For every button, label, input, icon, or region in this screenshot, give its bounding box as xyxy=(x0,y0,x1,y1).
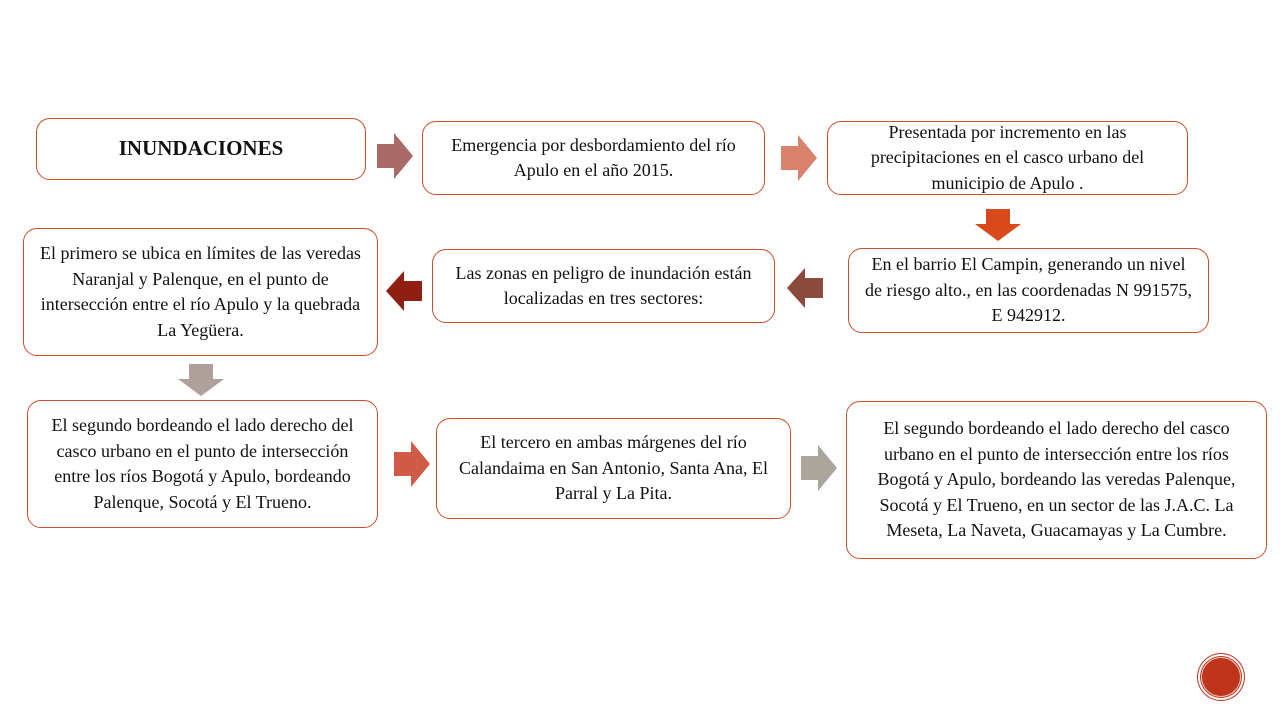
node-emergencia xyxy=(422,121,765,195)
node-presentada-text: Presentada por incremento en las precipitaciones en el casco urbano del municipio de Apulo . xyxy=(870,121,1145,193)
node-zonas-peligro xyxy=(432,249,775,323)
node-segundo-right-text: El segundo bordeando el lado derecho del casco urbano en el punto de intersección entre los ríos Bogotá y Apulo, bordeando las veredas Palenque, Socotá y El Trueno, en un sector de las J.A.C. La Meseta, La Naveta, Guacamayas y La Cumbre. xyxy=(877,418,1236,541)
node-emergencia-text: Emergencia por desbordamiento del río Apulo en el año 2015. xyxy=(451,134,736,180)
arrow-right-2 xyxy=(781,135,817,181)
node-zonas-peligro-text: Las zonas en peligro de inundación están localizadas en tres sectores: xyxy=(455,262,752,308)
node-primero-text: El primero se ubica en límites de las veredas Naranjal y Palenque, en el punto de intersección entre el río Apulo y la quebrada La Yegüera. xyxy=(40,243,361,340)
arrow-down-2 xyxy=(178,364,224,396)
arrow-right-1 xyxy=(377,133,413,179)
node-segundo-left-text: El segundo bordeando el lado derecho del casco urbano en el punto de intersección entre los ríos Bogotá y Apulo, bordeando Palenque, Socotá y El Trueno. xyxy=(51,415,354,512)
arrow-right-3 xyxy=(394,441,430,487)
node-segundo-left xyxy=(27,400,378,528)
node-inundaciones-text: INUNDACIONES xyxy=(118,136,284,161)
node-inundaciones xyxy=(36,118,366,180)
node-barrio-el-campin-text: En el barrio El Campin, generando un nivel de riesgo alto., en las coordenadas N 991575, E 942912. xyxy=(865,254,1192,326)
node-primero xyxy=(23,228,378,356)
node-barrio-el-campin xyxy=(848,248,1209,333)
node-segundo-right xyxy=(846,401,1267,559)
node-tercero-text: El tercero en ambas márgenes del río Calandaima en San Antonio, Santa Ana, El Parral y La Pita. xyxy=(459,432,768,504)
node-tercero xyxy=(436,418,791,519)
arrow-left-2 xyxy=(386,271,422,311)
decorative-circle-badge xyxy=(1198,654,1244,700)
arrow-down-1 xyxy=(975,209,1021,241)
node-presentada xyxy=(827,121,1188,195)
arrow-right-4 xyxy=(801,445,837,491)
arrow-left-1 xyxy=(787,268,823,308)
